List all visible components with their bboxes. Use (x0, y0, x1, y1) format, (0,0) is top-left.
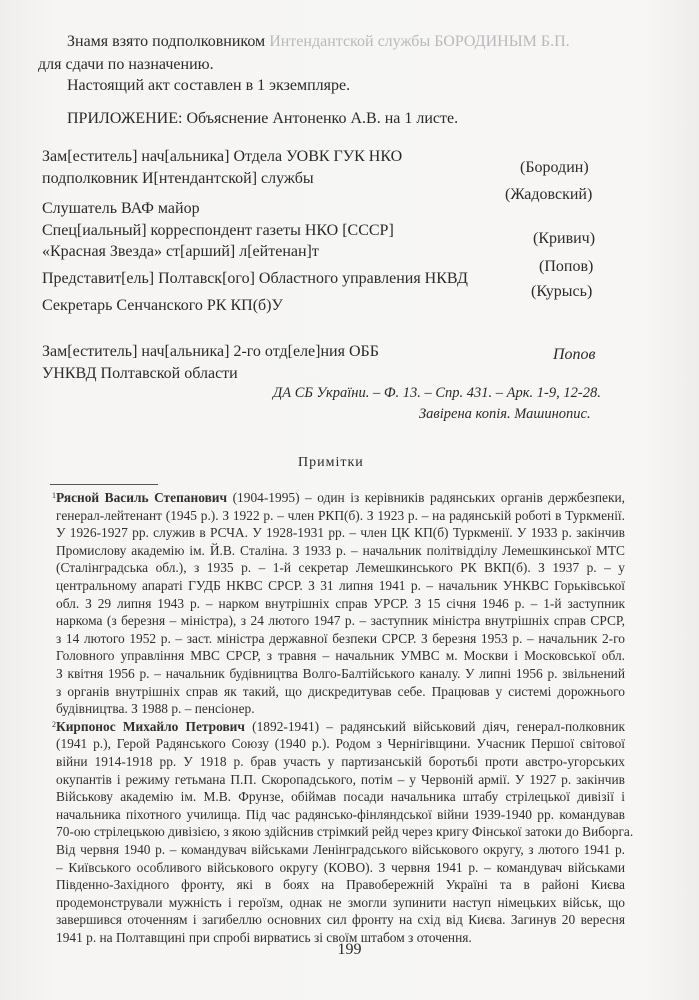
footnote-2-line-13: 1941 р. на Полтавщині при спробі вирватись зі своїм штабом з оточення. (56, 930, 472, 945)
footnote-2-line-10: Південно-Західного фронту, які в боях на Правобережній Україні та в районі Києва (56, 877, 625, 893)
footnote-1-line-4: Промислову академію ім. Й.В. Сталіна. З 1933 р. – начальник політвідділу Лемешкинської МТС (56, 542, 625, 558)
footnote-1-line-7: обл. З 29 липня 1943 р. – нарком внутрішніх справ УРСР. З 15 січня 1946 р. – 1-й заступник (56, 595, 625, 611)
footnote-1-line-8: наркома (з березня – міністра), з 24 лютого 1947 р. – заступник міністра внутрішніх справ СРСР, (56, 613, 625, 629)
footnote-2-line-2: (1941 р.), Герой Радянського Союзу (1940 р.). Родом з Чернігівщини. Учасник Першої світової (56, 736, 625, 752)
footnote-1-line-2: генерал-лейтенант (1945 р.). З 1922 р. – член РКП(б). З 1923 р. – на радянській роботі в Туркменії. (56, 507, 625, 523)
footnote-2-name: Кирпонос Михайло Петрович (56, 718, 245, 734)
footnote-1-line-10: Головного управління МВС СРСР, з травня – начальник УМВС м. Москви і Московської обл. (56, 648, 625, 664)
intro-line-1-faded-text: Интендантской службы БОРОДИНЫМ Б.П. (269, 33, 570, 50)
footnote-2-number: 2 (52, 719, 56, 729)
signatory-1-line-2: подполковник И[нтендантской] службы (42, 170, 314, 187)
footnote-1-line-5: (Сталінградська обл.), з 1935 р. – 1-й секретар Лемешкинського РК ВКП(б). З 1937 р. – у (56, 560, 625, 576)
signatory-4-line-1: Представит[ель] Полтавск[ого] Областного управления НКВД (42, 270, 468, 287)
source-line-1: ДА СБ України. – Ф. 13. – Спр. 431. – Арк. 1-9, 12-28. (273, 385, 601, 401)
footnote-1-line-3: У 1926-1927 рр. служив в РСЧА. У 1928-1931 рр. – член ЦК КП(б) Туркменії. У 1933 р. закінчив (56, 525, 625, 541)
footnote-1-line-12: з органів внутрішніх справ як такий, що дискредитував себе. Працював у системі дорожнього (56, 683, 625, 699)
footnote-2-line-6: начальника піхотного училища. Під час радянсько-фінляндської війни 1939-1940 рр. командував (56, 806, 625, 822)
footnote-1-line-6: центральному апараті ГУДБ НКВС СРСР. З 31 липня 1941 р. – начальник УНКВС Горьківської (56, 578, 625, 593)
signatory-5-name: (Курысь) (531, 283, 593, 300)
final-signatory-line-2: УНКВД Полтавской области (42, 365, 238, 382)
signatory-4-name: (Попов) (539, 258, 594, 275)
signatory-2-line-1: Слушатель ВАФ майор (42, 200, 200, 217)
signatory-3-name: (Кривич) (533, 230, 596, 247)
footnote-2-line-7: 70-ою стрілецькою дивізією, з якою здійснив стрімкий рейд через кригу Фінської затоки до Виборга. (56, 824, 634, 840)
signatory-1-name: (Бородин) (520, 159, 589, 176)
signatory-1-line-1: Зам[еститель] нач[альника] Отдела УОВК ГУК НКО (42, 148, 403, 165)
footnote-1-number: 1 (52, 491, 56, 500)
source-line-2: Завірена копія. Машинопис. (419, 406, 591, 422)
footnote-1-line-1 (52, 490, 625, 506)
footnote-2-line-8: Від червня 1940 р. – командувач військами Ленінградського військового округу, з лютого 1941 р. (56, 842, 625, 857)
footnote-2-line-3: війни 1914-1918 рр. У 1918 р. брав участь у партизанській боротьбі проти австро-угорських (56, 754, 625, 769)
footnote-2-line-9: – Київського особливого військового округу (КОВО). З червня 1941 р. – командувач військами (56, 859, 625, 875)
footnote-2-line-11: продемонстрували мужність і героїзм, однак не змогли зупинити наступ німецьких військ, що (56, 894, 625, 910)
signatory-3-line-2: «Красная Звезда» ст[арший] л[ейтенан]т (42, 243, 319, 260)
final-signatory-name: Попов (553, 346, 596, 363)
intro-line-2: для сдачи по назначению. (38, 56, 214, 73)
intro-line-1-text: Знамя взято подполковником (67, 33, 266, 50)
footnote-1-line-13: будівництва. З 1988 р. – пенсіонер. (56, 701, 255, 717)
appendix-line: ПРИЛОЖЕНИЕ: Объяснение Антоненко А.В. на 1 листе. (67, 110, 459, 127)
signatory-2-name: (Жадовский) (505, 186, 593, 203)
footnote-1-name: Рясной Василь Степанович (56, 490, 228, 505)
final-signatory-line-1: Зам[еститель] нач[альника] 2-го отд[еле]ния ОББ (42, 343, 379, 360)
intro-line-3: Настоящий акт составлен в 1 экземпляре. (67, 77, 351, 94)
footnote-2-line-5: Військову академію ім. М.В. Фрунзе, обіймав посади начальника штабу стрілецької дивізії і (56, 789, 625, 805)
notes-title: Примітки (298, 455, 364, 470)
footnote-divider (50, 484, 158, 485)
intro-line-1 (67, 33, 570, 51)
signatory-3-line-1: Спец[иальный] корреспондент газеты НКО [СССР] (42, 222, 394, 239)
page-number: 199 (337, 941, 362, 958)
footnote-1-text: (1904-1995) – один із керівників радянських органів держбезпеки, (227, 490, 625, 505)
footnote-2-line-12: завершився оточенням і загибеллю основних сил фронту на схід від Києва. Загинув 20 вересня (56, 912, 625, 928)
footnote-2-line-4: окупантів і режиму гетьмана П.П. Скоропадського, потім – у Червоній армії. У 1927 р. закінчив (56, 771, 625, 787)
footnote-2-line-1 (52, 719, 625, 735)
signatory-5-line-1: Секретарь Сенчанского РК КП(б)У (42, 297, 283, 314)
footnote-2-text: (1892-1941) – радянський військовий діяч, генерал-полковник (244, 718, 625, 734)
footnote-1-line-9: з 14 лютого 1952 р. – заст. міністра державної безпеки СРСР. З березня 1953 р. – начальник 2-го (56, 630, 625, 646)
footnote-1-line-11: З квітня 1956 р. – начальник будівництва Волго-Балтійського каналу. У липні 1956 р. звільнений (56, 666, 625, 681)
